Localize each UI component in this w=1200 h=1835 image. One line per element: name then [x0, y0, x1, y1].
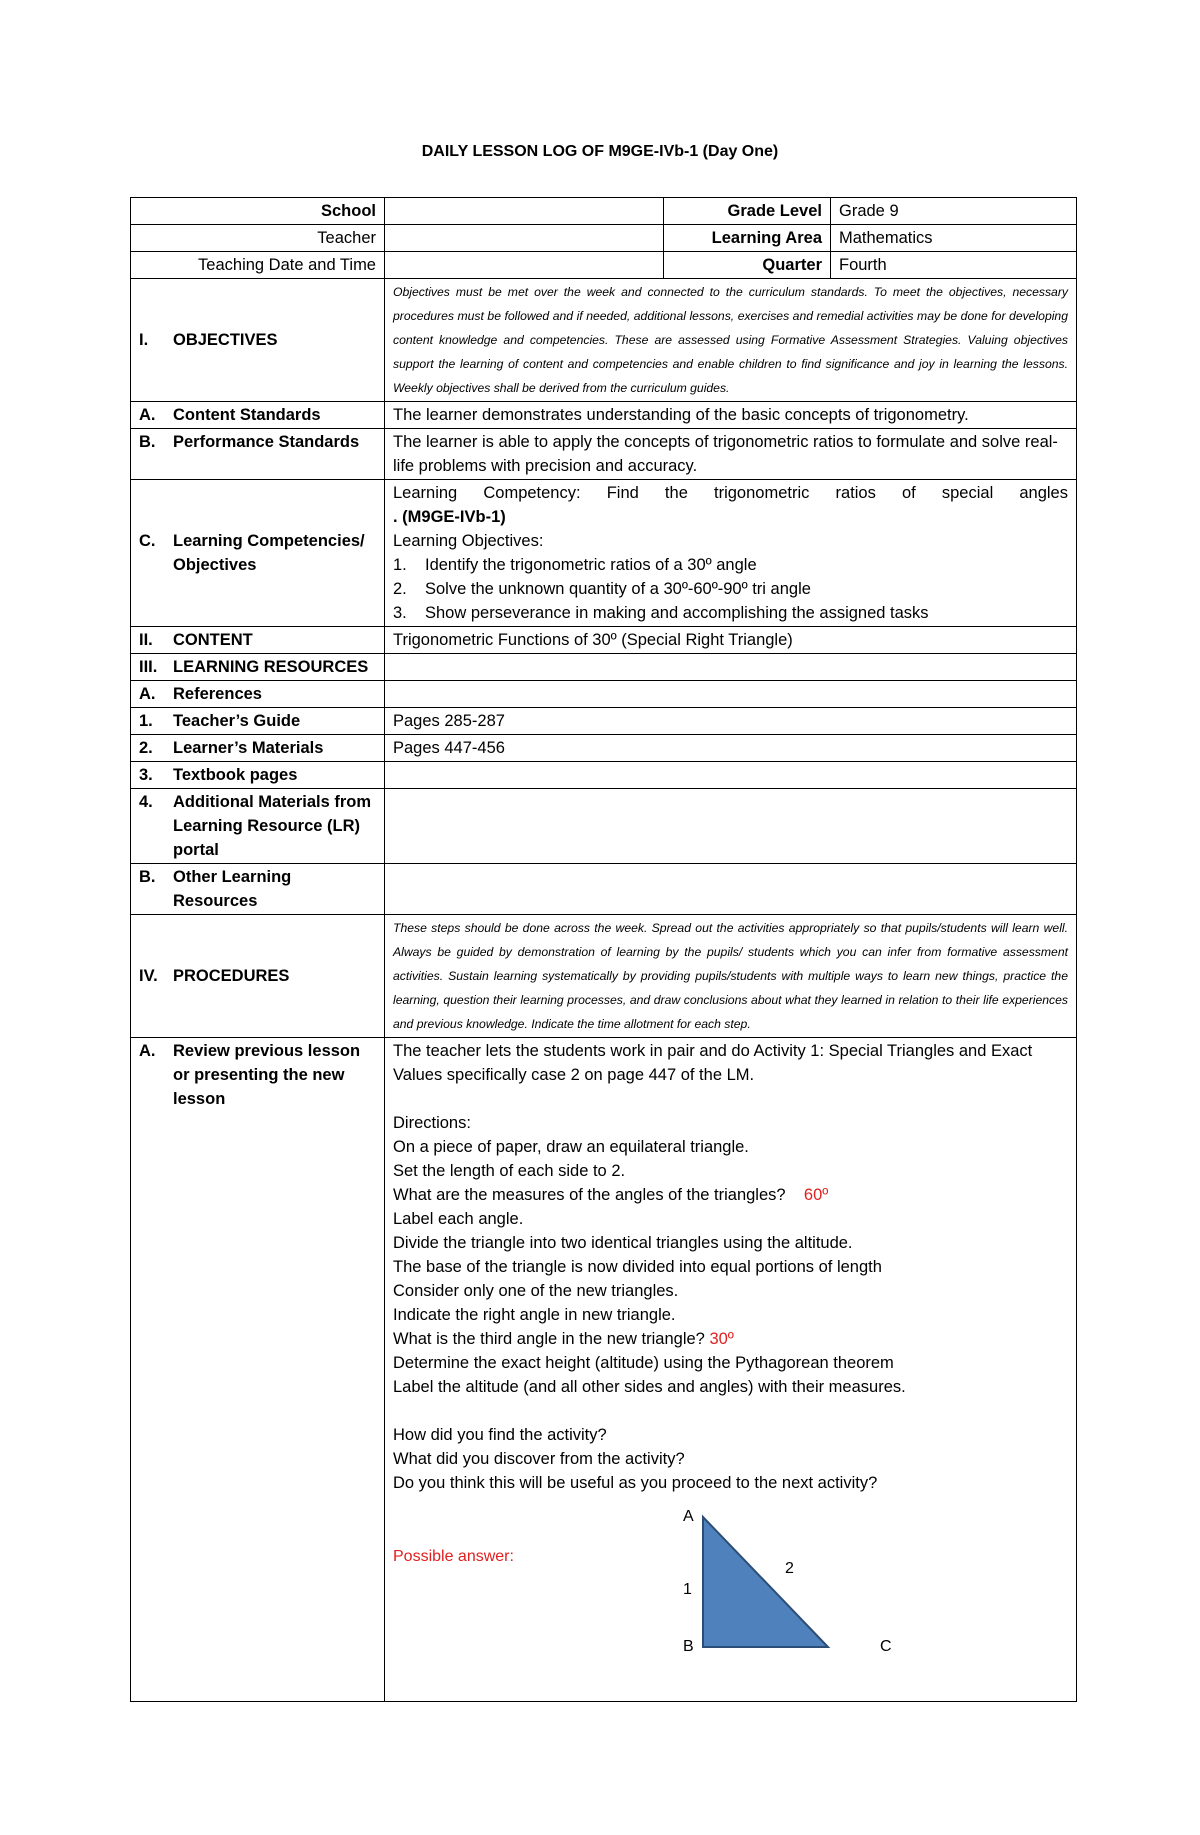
learning-resources-num: III.: [139, 658, 158, 676]
additional-materials-value: [385, 789, 1077, 864]
teachers-guide-value: Pages 285-287: [385, 708, 1077, 735]
learners-materials-row: [131, 735, 1077, 762]
content-standards-value: The learner demonstrates understanding of the basic concepts of trigonometry.: [385, 402, 1077, 429]
objectives-num: I.: [139, 331, 149, 349]
direction-step: Label the altitude (and all other sides and angles) with their measures.: [393, 1378, 906, 1396]
direction-step: Determine the exact height (altitude) using the Pythagorean theorem: [393, 1354, 894, 1372]
page-title: DAILY LESSON LOG OF M9GE-IVb-1 (Day One): [421, 143, 779, 160]
content-label-cell: [131, 627, 385, 654]
learners-materials-label: Learner’s Materials: [173, 739, 324, 757]
learning-area-label: Learning Area: [664, 225, 831, 252]
learning-objectives-heading: Learning Objectives:: [393, 532, 544, 550]
direction-step: The base of the triangle is now divided into equal portions of length: [393, 1258, 882, 1276]
textbook-pages-value: [385, 762, 1077, 789]
textbook-pages-label: Textbook pages: [173, 766, 298, 784]
possible-answer-label: Possible answer:: [393, 1548, 514, 1565]
header-row-date: [131, 252, 1077, 279]
learners-materials-label-cell: [131, 735, 385, 762]
procedures-num: IV.: [139, 967, 158, 985]
performance-standards-label: Performance Standards: [173, 433, 360, 451]
teachers-guide-label-cell: [131, 708, 385, 735]
direction-step: Consider only one of the new triangles.: [393, 1282, 679, 1300]
performance-standards-label-cell: [131, 429, 385, 480]
competencies-row: [131, 480, 1077, 627]
direction-step: Indicate the right angle in new triangle.: [393, 1306, 676, 1324]
teachers-guide-row: [131, 708, 1077, 735]
teacher-label: Teacher: [131, 225, 385, 252]
content-standards-label-cell: [131, 402, 385, 429]
objectives-note: Objectives must be met over the week and connected to the curriculum standards. To meet the objectives, necessary procedures must be followed and if needed, additional lessons, exercises and remedial activities may be done for developing content knowledge and competencies. These are assessed using Formative Assessment Strategies. Valuing objectives support the learning of content and competencies and enable children to find significance and joy in learning the lessons. Weekly objectives shall be derived from the curriculum guides.: [385, 279, 1077, 402]
quarter-value: Fourth: [831, 252, 1077, 279]
reflection-question: Do you think this will be useful as you proceed to the next activity?: [393, 1474, 878, 1492]
competency-code: . (M9GE-IVb-1): [393, 508, 506, 526]
review-row: [131, 1038, 1077, 1702]
direction-question: What are the measures of the angles of the triangles? 60º: [393, 1186, 829, 1204]
references-value: [385, 681, 1077, 708]
references-row: [131, 681, 1077, 708]
learning-resources-row: [131, 654, 1077, 681]
content-standards-label: Content Standards: [173, 406, 321, 424]
performance-standards-value: The learner is able to apply the concepts of trigonometric ratios to formulate and solve real-life problems with precision and accuracy.: [385, 429, 1077, 480]
vertex-c-label: C: [880, 1638, 892, 1655]
school-label: School: [131, 198, 385, 225]
objectives-label-cell: [131, 279, 385, 402]
teachers-guide-num: 1.: [139, 712, 153, 730]
other-resources-row: [131, 864, 1077, 915]
additional-materials-row: [131, 789, 1077, 864]
reflection-question: How did you find the activity?: [393, 1426, 607, 1444]
competencies-num: C.: [139, 532, 156, 550]
answer-30: 30º: [709, 1330, 734, 1348]
textbook-pages-label-cell: [131, 762, 385, 789]
objective-item: 1. Identify the trigonometric ratios of a 30º angle: [393, 556, 757, 574]
direction-step: Label each angle.: [393, 1210, 524, 1228]
direction-question: What is the third angle in the new triangle? 30º: [393, 1330, 734, 1348]
objectives-label: OBJECTIVES: [173, 331, 278, 349]
review-num: A.: [139, 1042, 156, 1060]
side-ab-label: 1: [683, 1581, 692, 1598]
teaching-date-value: [385, 252, 664, 279]
direction-step: Set the length of each side to 2.: [393, 1162, 626, 1180]
header-row-teacher: [131, 225, 1077, 252]
content-label: CONTENT: [173, 631, 253, 649]
vertex-b-label: B: [683, 1638, 694, 1655]
content-standards-num: A.: [139, 406, 156, 424]
references-label: References: [173, 685, 262, 703]
learning-resources-value: [385, 654, 1077, 681]
content-row: [131, 627, 1077, 654]
procedures-label: PROCEDURES: [173, 967, 290, 985]
procedures-label-cell: [131, 915, 385, 1038]
objective-item: 2. Solve the unknown quantity of a 30º-60º-90º tri angle: [393, 580, 811, 598]
additional-materials-num: 4.: [139, 793, 153, 811]
references-num: A.: [139, 685, 156, 703]
competencies-label: Learning Competencies/ Objectives: [173, 532, 365, 574]
other-resources-label-cell: [131, 864, 385, 915]
reflection-question: What did you discover from the activity?: [393, 1450, 685, 1468]
review-cell: [385, 1038, 1077, 1702]
side-ac-label: 2: [785, 1560, 794, 1577]
textbook-pages-row: [131, 762, 1077, 789]
quarter-label: Quarter: [664, 252, 831, 279]
other-resources-num: B.: [139, 868, 156, 886]
review-label: Review previous lesson or presenting the new lesson: [173, 1042, 361, 1108]
direction-step: On a piece of paper, draw an equilateral triangle.: [393, 1138, 749, 1156]
performance-standards-row: [131, 429, 1077, 480]
objective-item: 3. Show perseverance in making and accomplishing the assigned tasks: [393, 604, 929, 622]
triangle-diagram: [663, 1495, 963, 1700]
procedures-note: These steps should be done across the week. Spread out the activities appropriately so that pupils/students will learn well. Always be guided by demonstration of learning by the pupils/ students which you can infer from formative assessment activities. Sustain learning systematically by providing pupils/students with multiple ways to learn new things, practice the learning, question their learning processes, and draw conclusions about what they learned in relation to their life experiences and previous knowledge. Indicate the time allotment for each step.: [385, 915, 1077, 1038]
content-value: Trigonometric Functions of 30º (Special Right Triangle): [385, 627, 1077, 654]
review-label-cell: [131, 1038, 385, 1702]
competencies-cell: [385, 480, 1077, 627]
textbook-pages-num: 3.: [139, 766, 153, 784]
competency-text: Learning Competency: Find the trigonometric ratios of special angles: [393, 484, 1068, 502]
learning-resources-label: LEARNING RESOURCES: [173, 658, 369, 676]
lesson-log-table: [130, 197, 1077, 1702]
teachers-guide-label: Teacher’s Guide: [173, 712, 301, 730]
answer-60: 60º: [803, 1186, 829, 1204]
procedures-row: [131, 915, 1077, 1038]
possible-answer-area: [393, 1495, 1068, 1700]
objectives-row: [131, 279, 1077, 402]
directions-heading: Directions:: [393, 1114, 471, 1132]
other-resources-label: Other Learning Resources: [173, 868, 292, 910]
other-resources-value: [385, 864, 1077, 915]
grade-level-value: Grade 9: [831, 198, 1077, 225]
teaching-date-label: Teaching Date and Time: [131, 252, 385, 279]
direction-step: Divide the triangle into two identical triangles using the altitude.: [393, 1234, 853, 1252]
right-triangle-shape: [703, 1517, 828, 1647]
learners-materials-num: 2.: [139, 739, 153, 757]
competencies-label-cell: [131, 480, 385, 627]
review-intro: The teacher lets the students work in pair and do Activity 1: Special Triangles and Exact Values specifically case 2 on page 447 of the LM.: [393, 1042, 1033, 1084]
vertex-a-label: A: [683, 1508, 694, 1525]
school-value: [385, 198, 664, 225]
content-num: II.: [139, 631, 153, 649]
teacher-value: [385, 225, 664, 252]
learning-resources-label-cell: [131, 654, 385, 681]
performance-standards-num: B.: [139, 433, 156, 451]
additional-materials-label-cell: [131, 789, 385, 864]
additional-materials-label: Additional Materials from Learning Resource (LR) portal: [173, 793, 372, 859]
learners-materials-value: Pages 447-456: [385, 735, 1077, 762]
references-label-cell: [131, 681, 385, 708]
grade-level-label: Grade Level: [664, 198, 831, 225]
header-row-school: [131, 198, 1077, 225]
content-standards-row: [131, 402, 1077, 429]
learning-area-value: Mathematics: [831, 225, 1077, 252]
